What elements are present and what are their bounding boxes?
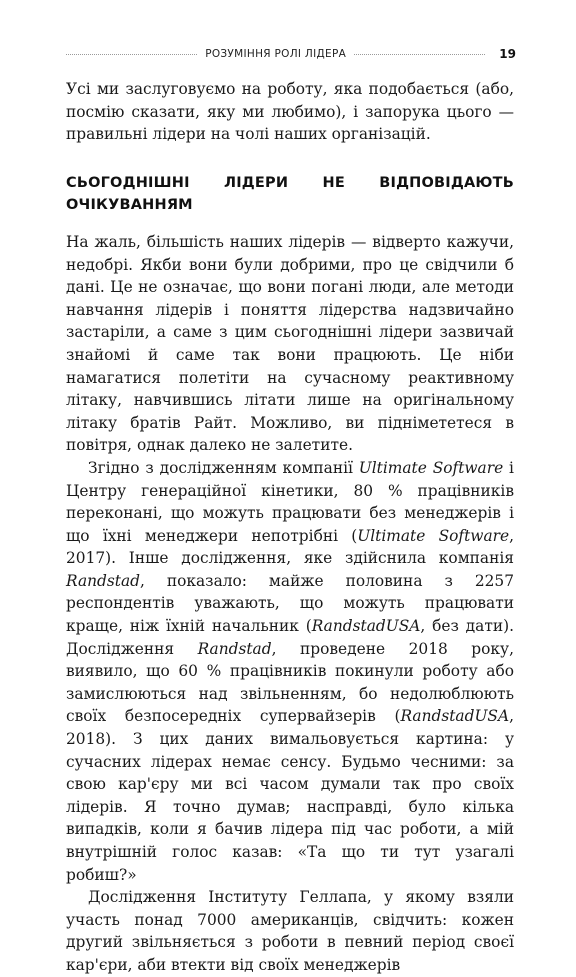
section-paragraphs bbox=[66, 231, 514, 977]
italic-text-segment: RandstadUSA bbox=[311, 617, 421, 636]
body-paragraph bbox=[66, 886, 514, 976]
text-segment: , 2017). Інше дослідження, яке здійснила компанія bbox=[66, 526, 515, 568]
intro-paragraph: Усі ми заслуговуємо на роботу, яка подобається (або, посмію сказати, яку ми любимо), і запорука цього — правильні лідери на чолі наших організацій. bbox=[66, 80, 514, 144]
text-segment: , показало: майже половина з 2257 респондентів уважають, що можуть працювати краще, ніж їхній начальник ( bbox=[66, 571, 514, 636]
text-segment: Згідно з дослідженням компанії bbox=[88, 458, 359, 477]
text-segment: , 2018). З цих даних вимальовується картина: у сучасних лідерах немає сенсу. Будьмо чесними: за свою кар'єру ми всі часом думали так про своїх лідерів. Я точно думав; насправді, було кілька випадків, коли я бачив лідера під час роботи, а мій внутрішній голос казав: «Та що ти тут узагалі робиш?» bbox=[66, 707, 514, 884]
italic-text-segment: RandstadUSA bbox=[400, 707, 510, 726]
body-paragraph bbox=[66, 231, 514, 457]
text-segment: , без дати). Дослідження bbox=[66, 617, 514, 658]
italic-text-segment: Randstad bbox=[66, 571, 140, 590]
italic-text-segment: Ultimate Software bbox=[357, 526, 510, 545]
italic-text-segment: Randstad bbox=[197, 639, 272, 658]
page-number: 19 bbox=[499, 47, 516, 61]
header-rule-right bbox=[354, 54, 485, 55]
running-header bbox=[66, 44, 516, 64]
italic-text-segment: Ultimate Software bbox=[358, 458, 504, 477]
text-segment: На жаль, більшість наших лідерів — відверто кажучи, недобрі. Якби вони були добрими, про це свідчили б дані. Це не означає, що вони погані люди, але методи навчання лідерів і поняття лідерства надзвичайно застаріли, а саме з цим сьогоднішні лідери зазвичай знайомі й саме так вони працюють. Це ніби намагатися полетіти на сучасному реактивному літаку, навчившись літати лише на оригінальному літаку братів Райт. Можливо, ви піднімететеся в повітря, однак далеко не залетите. bbox=[66, 232, 514, 455]
text-segment: Дослідження Інституту Геллапа, у якому взяли участь понад 7000 американців, свідчить: кожен другий звільняється з роботи в певний період своєї кар'єри, аби втекти від своїх менеджерів bbox=[66, 888, 514, 974]
section-heading: СЬОГОДНІШНІ ЛІДЕРИ НЕ ВІДПОВІДАЮТЬ ОЧІКУВАННЯМ bbox=[66, 174, 514, 214]
header-rule-left bbox=[66, 54, 197, 55]
body-paragraph bbox=[66, 457, 514, 886]
running-title: РОЗУМІННЯ РОЛІ ЛІДЕРА bbox=[205, 48, 347, 60]
page-body bbox=[66, 78, 514, 977]
text-segment: , проведене 2018 року, виявило, що 60 % працівників покинули роботу або замислюються над звільненням, бо недолюблюють своїх безпосередніх супервайзерів ( bbox=[66, 639, 514, 726]
text-segment: і Центру генераційної кінетики, 80 % працівників переконані, що можуть працювати без менеджерів і що їхні менеджери непотрібні ( bbox=[66, 458, 514, 545]
